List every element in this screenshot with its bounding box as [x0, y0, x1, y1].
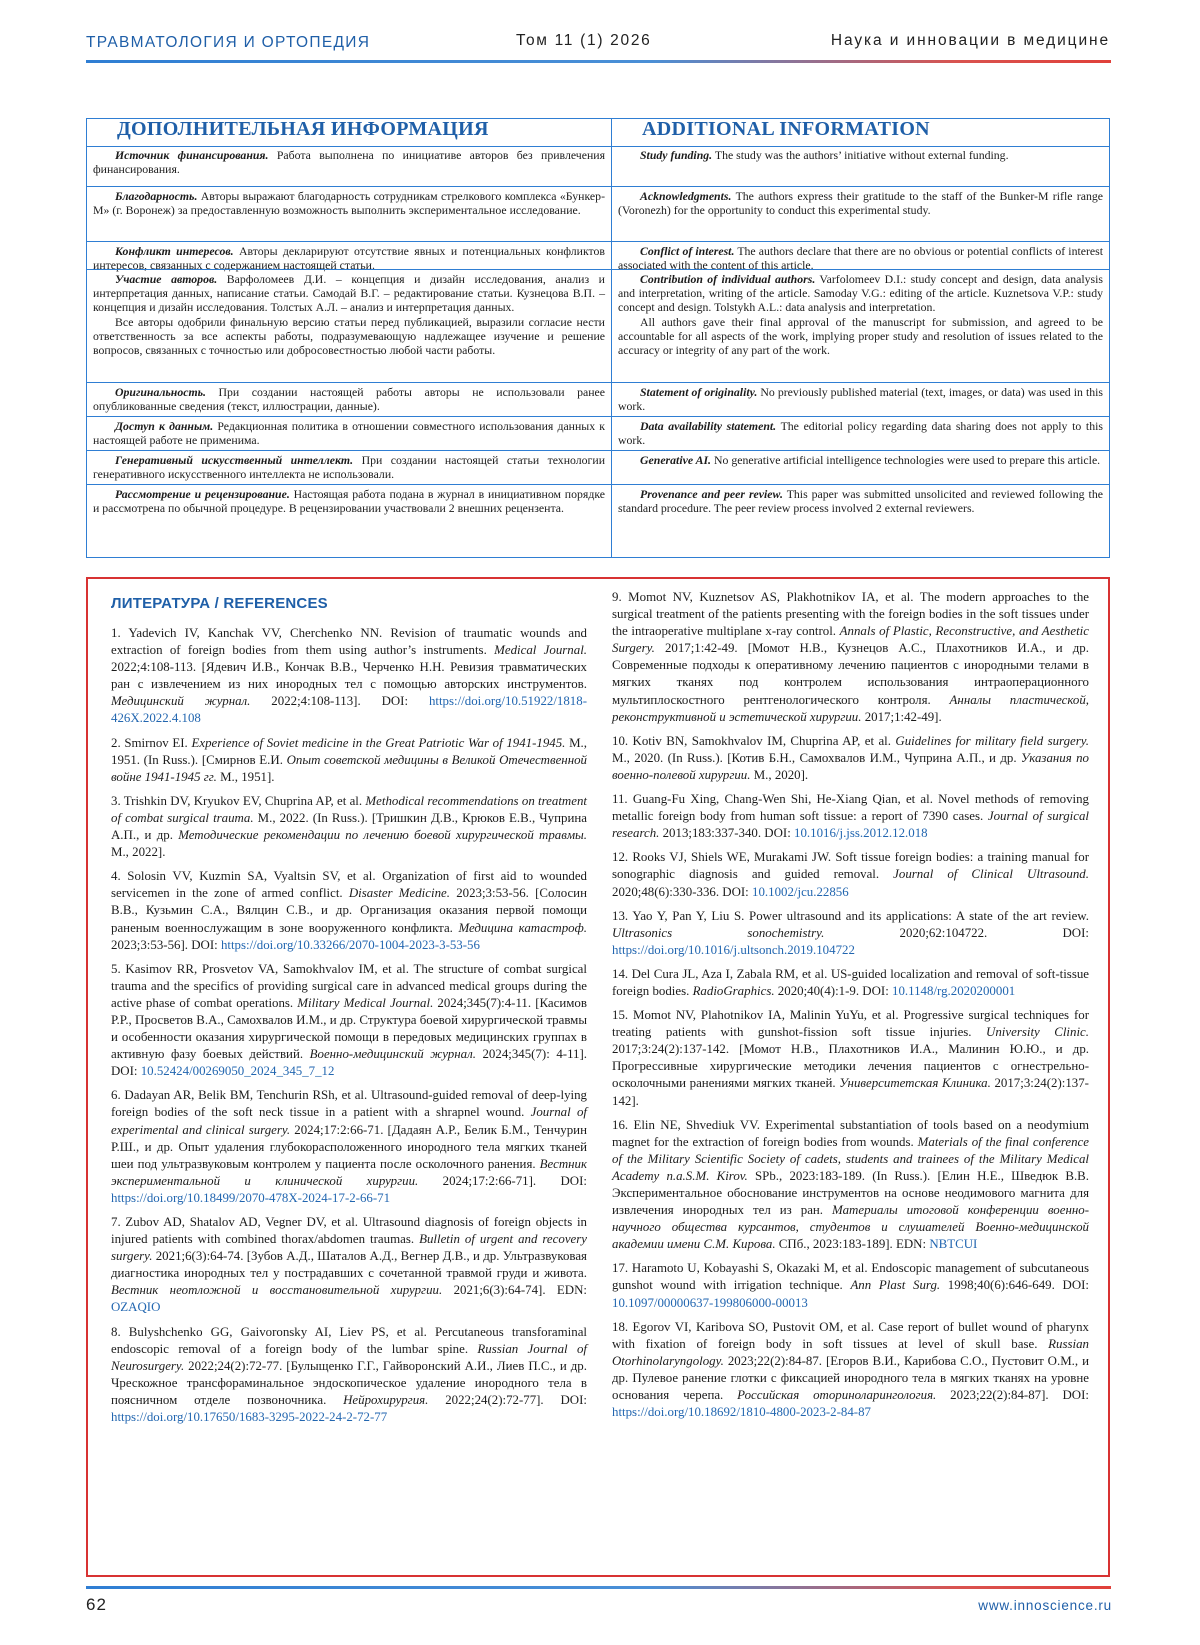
- journal-website-link[interactable]: www.innoscience.ru: [978, 1598, 1112, 1613]
- info-label: Оригинальность.: [115, 385, 206, 399]
- reference-tail: 2022;4:108-113]. DOI:: [271, 694, 409, 709]
- reference-doi-link[interactable]: NBTCUI: [929, 1237, 978, 1252]
- info-paragraph: [618, 272, 1103, 315]
- reference-details: 2020;62:104722. DOI:: [899, 925, 1089, 940]
- reference-details: 2020;40(4):1-9. DOI:: [777, 983, 889, 998]
- reference-source: Russian Otorhinolaryngology.: [612, 1336, 1089, 1368]
- reference-details: 1998;40(6):646-649. DOI:: [947, 1278, 1089, 1293]
- reference-item: [612, 908, 1089, 959]
- reference-tail: 2024;345(7): 4-11]. DOI:: [111, 1047, 587, 1079]
- reference-item: [612, 849, 1089, 900]
- reference-tail: СПб., 2023:183-189]. EDN:: [778, 1237, 927, 1252]
- info-paragraph: [93, 419, 605, 447]
- reference-authors-title: 10. Kotiv BN, Samokhvalov IM, Chuprina AP, et al.: [612, 733, 891, 748]
- reference-doi-link[interactable]: https://doi.org/10.51922/1818-426X.2022.4.108: [111, 694, 587, 726]
- references-column-left: [111, 625, 587, 1433]
- section-title: ТРАВМАТОЛОГИЯ И ОРТОПЕДИЯ: [86, 34, 371, 51]
- reference-authors-title: 4. Solosin VV, Kuzmin SA, Vyaltsin SV, et al. Organization of first aid to wounded servicemen in the zone of armed conflict.: [111, 869, 587, 901]
- footer-divider: [86, 1586, 1111, 1589]
- reference-authors-title: 11. Guang-Fu Xing, Chang-Wen Shi, He-Xiang Qian, et al. Novel methods of removing metallic foreign body from human soft tissue: a report of 7390 cases.: [612, 792, 1089, 824]
- reference-source: Ultrasonics sonochemistry.: [612, 925, 825, 940]
- info-paragraph: [618, 487, 1103, 515]
- reference-authors-title: 15. Momot NV, Plahotnikov IA, Malinin YuYu, et al. Progressive surgical techniques for treating patients with gunshot-fission soft tissue injuries.: [612, 1008, 1089, 1040]
- header-divider: [86, 60, 1111, 63]
- info-text: Работа выполнена по инициативе авторов без привлечения финансирования.: [93, 148, 605, 177]
- info-row-en: [612, 382, 1109, 416]
- reference-authors-title: 3. Trishkin DV, Kryukov EV, Chuprina AP, et al.: [111, 793, 363, 808]
- info-paragraph-continued: All authors gave their final approval of the manuscript for submission, and agreed to be accountable for all aspects of the work, implying proper study and resolution of issues related to the accuracy or integrity of any part of the work.: [618, 314, 1103, 358]
- reference-source-ru: Вестник экспериментальной и клинической хирургии.: [111, 1156, 587, 1188]
- reference-source: Methodical recommendations on treatment of combat surgical trauma.: [111, 793, 587, 825]
- info-paragraph: [618, 189, 1103, 217]
- reference-source: Bulletin of urgent and recovery surgery.: [111, 1232, 587, 1264]
- reference-source-ru: Методические рекомендации по лечению боевой хирургической травмы.: [178, 828, 588, 843]
- reference-source-ru: Российская оториноларингология.: [737, 1388, 937, 1403]
- reference-authors-title: 14. Del Cura JL, Aza I, Zabala RM, et al. US-guided localization and removal of soft-tissue foreign bodies.: [612, 966, 1089, 998]
- info-paragraph: [93, 189, 605, 217]
- info-label: Благодарность.: [115, 189, 198, 203]
- reference-tail: М., 1951].: [220, 769, 275, 784]
- info-label: Contribution of individual authors.: [640, 272, 816, 286]
- info-row-ru: [87, 241, 611, 273]
- info-row-ru: [87, 484, 611, 529]
- info-label: Provenance and peer review.: [640, 487, 783, 501]
- info-row-en: [612, 146, 1109, 186]
- reference-details: 2017;1:42-49. [Момот Н.В., Кузнецов А.С., Плахотников И.А., и др. Современные подходы к оперативному лечению пациентов с инородными телами в мягких тканях под контролем использования интраоперационного мультиплоскостного рентгенологического контроля.: [612, 641, 1089, 707]
- references-column-right: [612, 589, 1089, 1428]
- reference-source: Journal of experimental and clinical surgery.: [111, 1105, 587, 1137]
- info-row-en: [612, 241, 1109, 273]
- journal-title: Наука и инновации в медицине: [830, 32, 1110, 49]
- reference-item: [111, 961, 587, 1081]
- info-text: Авторы выражают благодарность сотрудникам стрелкового комплекса «Бункер-М» (г. Воронеж) за предоставленную возможность выполнить экспериментальное исследование.: [93, 189, 605, 218]
- reference-details: 2020;48(6):330-336. DOI:: [612, 884, 749, 899]
- reference-source-ru: Военно-медицинский журнал.: [309, 1047, 476, 1062]
- reference-details: SPb., 2023:183-189. (In Russ.). [Елин Н.Е., Шведюк В.В. Экспериментальное обоснование инструментов на основе неодимового магнита для извлечения инородных тел из ран.: [612, 1168, 1089, 1218]
- additional-info-en-title: ADDITIONAL INFORMATION: [612, 119, 1109, 147]
- reference-source: Russian Journal of Neurosurgery.: [111, 1341, 587, 1373]
- reference-details: 2023;22(2):84-87. [Егоров В.И., Карибова С.О., Пустовит О.М., и др. Пулевое ранение глотки с фиксацией инородного тела в мягких тканях на уровне основания черепа.: [612, 1353, 1089, 1403]
- reference-item: [111, 1087, 587, 1207]
- info-paragraph: [618, 148, 1103, 162]
- info-label: Acknowledgments.: [640, 189, 732, 203]
- info-label: Генеративный искусственный интеллект.: [115, 453, 354, 467]
- reference-item: [111, 625, 587, 728]
- reference-authors-title: 2. Smirnov EI.: [111, 735, 188, 750]
- info-label: Statement of originality.: [640, 385, 758, 399]
- info-text: The authors express their gratitude to the staff of the Bunker-M rifle range (Voronezh) for the opportunity to conduct this experimental study.: [618, 189, 1103, 218]
- reference-doi-link[interactable]: https://doi.org/10.18499/2070-478X-2024-17-2-66-71: [111, 1190, 391, 1205]
- info-text: При создании настоящей работы авторы не использовали ранее опубликованные сведения (текст, иллюстрации, данные).: [93, 385, 605, 414]
- reference-source-ru: Материалы итоговой конференции военно-научного общества курсантов, студентов и слушателей Военно-медицинской академии имени С.М. Кирова.: [612, 1203, 1089, 1252]
- reference-source: Experience of Soviet medicine in the Great Patriotic War of 1941-1945.: [191, 735, 566, 750]
- info-row-en: [612, 186, 1109, 241]
- info-paragraph: [93, 385, 605, 413]
- reference-tail: 2023;3:53-56]. DOI:: [111, 937, 218, 952]
- info-text: No previously published material (text, images, or data) was used in this work.: [618, 385, 1103, 414]
- reference-doi-link[interactable]: 10.1002/jcu.22856: [752, 884, 849, 899]
- reference-authors-title: 18. Egorov VI, Karibova SO, Pustovit OM, et al. Case report of bullet wound of pharynx with fixation of foreign body in soft tissues at level of skull base.: [612, 1319, 1089, 1351]
- info-paragraph: [93, 453, 605, 481]
- info-text: The authors declare that there are no obvious or potential conflicts of interest associated with the content of this article.: [618, 244, 1104, 273]
- info-label: Конфликт интересов.: [115, 244, 234, 258]
- info-text: Редакционная политика в отношении совместного использования данных к настоящей работе не применима.: [93, 419, 605, 448]
- info-text: При создании настоящей статьи технологии генеративного искусственного интеллекта не использовали.: [93, 453, 606, 482]
- reference-doi-link[interactable]: 10.1148/rg.2020200001: [892, 983, 1016, 998]
- info-row-ru: [87, 450, 611, 484]
- reference-doi-link[interactable]: 10.52424/00269050_2024_345_7_12: [140, 1064, 335, 1079]
- info-text: The editorial policy regarding data sharing does not apply to this work.: [618, 419, 1103, 448]
- info-label: Источник финансирования.: [115, 148, 269, 162]
- reference-tail: 2022;24(2):72-77]. DOI:: [445, 1392, 587, 1407]
- info-paragraph: [93, 272, 605, 315]
- reference-authors-title: 17. Haramoto U, Kobayashi S, Okazaki M, et al. Endoscopic management of subcutaneous gunshot wound with irrigation technique.: [612, 1261, 1089, 1293]
- reference-source-ru: Опыт советской медицины в Великой Отечественной войне 1941-1945 гг.: [111, 752, 587, 784]
- reference-item: [612, 733, 1089, 784]
- reference-authors-title: 6. Dadayan AR, Belik BM, Tenchurin RSh, et al. Ultrasound-guided removal of deep-lying foreign bodies of the soft neck tissue in a patient with a shrapnel wound.: [111, 1088, 587, 1120]
- reference-doi-link[interactable]: 10.1097/00000637-199806000-00013: [612, 1295, 808, 1310]
- additional-info-table: [86, 118, 1110, 558]
- reference-doi-link[interactable]: https://doi.org/10.17650/1683-3295-2022-24-2-72-77: [111, 1410, 388, 1425]
- reference-tail: 2024;17:2:66-71]. DOI:: [442, 1173, 587, 1188]
- reference-item: [111, 1214, 587, 1317]
- reference-details: 2023;3:53-56. [Солосин В.В., Кузьмин С.А., Вялцин С.В., и др. Организация оказания первой помощи раненым военнослужащим в зоне вооруженного конфликта.: [111, 886, 587, 935]
- additional-info-ru-column: [87, 119, 612, 557]
- info-label: Data availability statement.: [640, 419, 777, 433]
- reference-source-ru: Вестник неотложной и восстановительной хирургии.: [111, 1283, 443, 1298]
- reference-tail: М., 2020].: [753, 767, 809, 782]
- reference-details: 2024;17:2:66-71. [Дадаян А.Р., Белик Б.М., Тенчурин Р.Ш., и др. Опыт удаления глубокорасположенного инородного тела мягких тканей шеи под ультразвуковым контролем у пациента после осколочного ранения.: [111, 1122, 587, 1171]
- info-text: This paper was submitted unsolicited and reviewed following the standard procedure. The peer review process involved 2 external reviewers.: [618, 487, 1103, 516]
- reference-item: [612, 966, 1089, 1000]
- reference-authors-title: 12. Rooks VJ, Shiels WE, Murakami JW. Soft tissue foreign bodies: a training manual for sonographic diagnosis and guided removal.: [612, 850, 1089, 882]
- reference-authors-title: 16. Elin NE, Shvediuk VV. Experimental substantiation of tools based on a neodymium magnet for the extraction of foreign bodies from wounds.: [612, 1117, 1089, 1149]
- reference-tail: 2023;22(2):84-87]. DOI:: [950, 1388, 1089, 1403]
- reference-source-ru: Университетская Клиника.: [839, 1076, 991, 1091]
- additional-info-ru-title: ДОПОЛНИТЕЛЬНАЯ ИНФОРМАЦИЯ: [87, 119, 611, 147]
- info-row-ru: [87, 146, 611, 186]
- references-heading: ЛИТЕРАТУРА / REFERENCES: [111, 595, 328, 612]
- info-row-en: [612, 450, 1109, 484]
- reference-details: 2022;24(2):72-77. [Булыщенко Г.Г., Гайворонский А.И., Лиев П.С., и др. Чрескожное трансфораминальное эндоскопическое удаление инородного тела в поясничном отделе позвоночника.: [111, 1358, 587, 1407]
- info-paragraph: [618, 385, 1103, 413]
- reference-doi-link[interactable]: OZAQIO: [111, 1300, 161, 1315]
- reference-source: Materials of the final conference of the Military Scientific Society of cadets, students and trainees of the Military Medical Academy n.a.S.M. Kirov.: [612, 1134, 1089, 1183]
- reference-source: Disaster Medicine.: [348, 886, 450, 901]
- info-text: The study was the authors’ initiative without external funding.: [714, 148, 1009, 162]
- references-box: [86, 577, 1110, 1577]
- info-label: Study funding.: [640, 148, 713, 162]
- reference-item: [612, 1260, 1089, 1311]
- additional-info-en-column: [612, 119, 1109, 557]
- reference-authors-title: 9. Momot NV, Kuznetsov AS, Plakhotnikov IA, et al. The modern approaches to the surgical treatment of the patients presenting with the foreign bodies in the soft tissues under the intraoperative multiplane x-ray control.: [612, 590, 1089, 639]
- reference-details: 2013;183:337-340. DOI:: [662, 826, 791, 841]
- reference-details: 2021;6(3):64-74. [Зубов А.Д., Шаталов А.Д., Вегнер Д.В., и др. Ультразвуковая диагностика инородных тел у пострадавших с сочетанной травмой груди и живота.: [111, 1249, 587, 1281]
- reference-item: [111, 735, 587, 786]
- info-label: Рассмотрение и рецензирование.: [115, 487, 290, 501]
- reference-details: 2024;345(7):4-11. [Касимов Р.Р., Просветов В.А., Самохвалов И.М., и др. Структура боевой хирургической травмы и особенности оказания хирургической помощи в передовых медицинских группах в активную фазу боевых действий.: [111, 995, 587, 1062]
- reference-item: [612, 1007, 1089, 1110]
- reference-item: [111, 868, 587, 953]
- reference-item: [111, 793, 587, 861]
- reference-source: Guidelines for military field surgery.: [895, 733, 1089, 748]
- reference-source-ru: Указания по военно-полевой хирургии.: [612, 750, 1089, 782]
- info-label: Участие авторов.: [115, 272, 218, 286]
- info-text: Varfolomeev D.I.: study concept and design, data analysis and interpretation, writing of the article. Samoday V.G.: editing of the article. Kuznetsova V.P.: study concept and design. Tolstykh A.L.: data analysis and interpretation.: [618, 272, 1103, 315]
- info-text: Настоящая работа подана в журнал в инициативном порядке и рассмотрена по обычной процедуре. В рецензировании участвовали 2 внешних рецензента.: [93, 487, 605, 516]
- reference-authors-title: 1. Yadevich IV, Kanchak VV, Cherchenko NN. Revision of traumatic wounds and extraction of foreign bodies from them using author’s instruments.: [111, 626, 587, 658]
- reference-authors-title: 7. Zubov AD, Shatalov AD, Vegner DV, et al. Ultrasound diagnosis of foreign objects in injured patients with combined thorax/abdomen traumas.: [111, 1215, 587, 1247]
- reference-doi-link[interactable]: https://doi.org/10.1016/j.ultsonch.2019.104722: [612, 942, 855, 957]
- reference-source-ru: Анналы пластической, реконструктивной и эстетической хирургии.: [612, 692, 1089, 724]
- reference-item: [612, 791, 1089, 842]
- info-label: Generative AI.: [640, 453, 711, 467]
- info-row-en: [612, 484, 1109, 529]
- reference-details: M., 2022. (In Russ.). [Тришкин Д.В., Крюков Е.В., Чуприна А.П., и др.: [111, 810, 587, 843]
- info-text: Варфоломеев Д.И. – концепция и дизайн исследования, анализ и интерпретация данных, написание статьи. Самодай В.Г. – редактирование статьи. Кузнецова В.П. – концепция и дизайн исследования. Толстых А.Л. – анализ и интерпретация данных.: [93, 272, 605, 315]
- reference-tail: 2017;3:24(2):137-142].: [612, 1076, 1089, 1108]
- reference-details: M., 1951. (In Russ.). [Смирнов Е.И.: [111, 735, 587, 767]
- info-paragraph: [93, 148, 605, 176]
- reference-source: Annals of Plastic, Reconstructive, and Aesthetic Surgery.: [612, 624, 1089, 656]
- running-header: [86, 30, 1110, 54]
- reference-source: RadioGraphics.: [692, 983, 775, 998]
- reference-doi-link[interactable]: https://doi.org/10.33266/2070-1004-2023-3-53-56: [220, 937, 480, 952]
- reference-item: [111, 1324, 587, 1427]
- info-row-ru: [87, 269, 611, 382]
- reference-source: Journal of surgical research.: [612, 809, 1089, 841]
- reference-authors-title: 13. Yao Y, Pan Y, Liu S. Power ultrasound and its applications: A state of the art review.: [612, 908, 1089, 923]
- reference-item: [612, 1117, 1089, 1254]
- reference-authors-title: 8. Bulyshchenko GG, Gaivoronsky AI, Liev PS, et al. Percutaneous transforaminal endoscopic removal of a foreign body of the lumbar spine.: [111, 1324, 587, 1356]
- reference-doi-link[interactable]: https://doi.org/10.18692/1810-4800-2023-2-84-87: [612, 1405, 871, 1420]
- info-row-ru: [87, 416, 611, 450]
- info-paragraph-continued: Все авторы одобрили финальную версию статьи перед публикацией, выразили согласие нести ответственность за все аспекты работы, подразумевающую надлежащее изучение и решение вопросов, связанных с точностью или добросовестностью любой части работы.: [93, 314, 605, 358]
- info-row-en: [612, 416, 1109, 450]
- info-text: No generative artificial intelligence technologies were used to prepare this article.: [713, 453, 1101, 467]
- reference-details: M., 2020. (In Russ.). [Котив Б.Н., Самохвалов И.М., Чуприна А.П., и др.: [612, 750, 1017, 765]
- reference-tail: М., 2022].: [111, 845, 166, 860]
- info-row-ru: [87, 382, 611, 416]
- info-paragraph: [618, 453, 1103, 467]
- reference-tail: 2017;1:42-49].: [864, 709, 942, 724]
- reference-authors-title: 5. Kasimov RR, Prosvetov VA, Samokhvalov IM, et al. The structure of combat surgical trauma and the specifics of providing surgical care in advanced medical groups during the active phase of combat operations.: [111, 961, 587, 1010]
- info-text: Авторы декларируют отсутствие явных и потенциальных конфликтов интересов, связанных с содержанием настоящей статьи.: [93, 244, 605, 273]
- reference-details: 2022;4:108-113. [Ядевич И.В., Кончак В.В., Черченко Н.Н. Ревизия травматических ран с извлечением из них инородных тел с помощью авторских инструментов.: [111, 660, 587, 692]
- reference-source-ru: Медицина катастроф.: [458, 920, 587, 935]
- reference-source: Ann Plast Surg.: [850, 1278, 941, 1293]
- info-row-en: [612, 269, 1109, 382]
- reference-source: University Clinic.: [986, 1025, 1089, 1040]
- info-paragraph: [618, 419, 1103, 447]
- reference-source: Journal of Clinical Ultrasound.: [893, 867, 1089, 882]
- reference-tail: 2021;6(3):64-74]. EDN:: [453, 1283, 587, 1298]
- info-label: Conflict of interest.: [640, 244, 735, 258]
- reference-source: Military Medical Journal.: [297, 995, 434, 1010]
- volume-issue: Том 11 (1) 2026: [516, 32, 652, 49]
- reference-source-ru: Медицинский журнал.: [111, 694, 251, 709]
- reference-item: [612, 589, 1089, 726]
- reference-source-ru: Нейрохирургия.: [343, 1392, 429, 1407]
- reference-item: [612, 1319, 1089, 1422]
- page-number: 62: [86, 1595, 107, 1614]
- reference-source: Medical Journal.: [494, 643, 587, 658]
- info-row-ru: [87, 186, 611, 241]
- info-label: Доступ к данным.: [115, 419, 214, 433]
- reference-doi-link[interactable]: 10.1016/j.jss.2012.12.018: [794, 826, 928, 841]
- reference-details: 2017;3:24(2):137-142. [Момот Н.В., Плахотников И.А., Малинин Ю.Ю., и др. Прогрессивные хирургические методики лечения пациентов с огнестрельно-осколочными ранениями мягких тканей.: [612, 1042, 1089, 1091]
- info-paragraph: [93, 487, 605, 515]
